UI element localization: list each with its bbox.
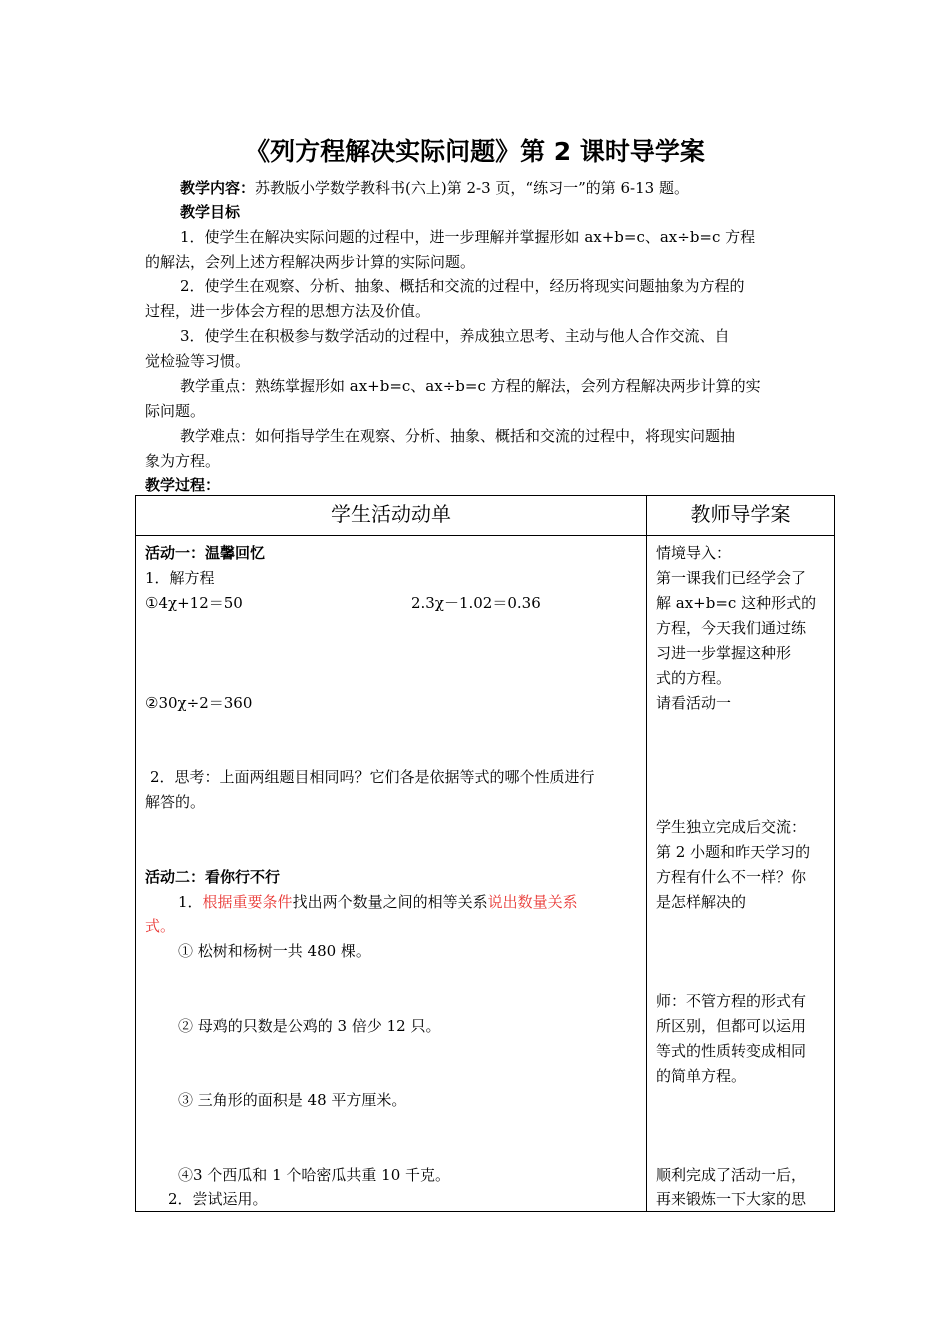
teacher-line: 等式的性质转变成相同 [656,1042,807,1060]
content-text: 苏教版小学数学教科书(六上)第 2-3 页，“练习一”的第 6-13 题。 [255,179,689,197]
teacher-line: 情境导入： [656,544,732,562]
activity-table [135,495,835,1212]
student-column-header: 学生活动动单 [136,496,647,536]
teacher-line: 是怎样解决的 [656,893,747,911]
highlight-relation: 说出数量关系 [487,893,578,911]
teacher-line: 习进一步掌握这种形 [656,644,792,662]
goal-2-line-1: 2．使学生在观察、分析、抽象、概括和交流的过程中，经历将现实问题抽象为方程的 [180,277,745,295]
teacher-line: 请看活动一 [656,694,732,712]
teacher-line: 第一课我们已经学会了 [656,569,807,587]
question-2: ② 母鸡的只数是公鸡的 3 倍少 12 只。 [178,1017,441,1035]
teacher-line: 方程有什么不一样？你 [656,868,807,886]
teacher-line: 方程，今天我们通过练 [656,619,807,637]
activity-2-item-1 [178,890,578,915]
activity-2-title: 活动二：看你行不行 [145,868,281,886]
highlight-key-condition: 根据重要条件 [202,893,293,911]
teacher-line: 式的方程。 [656,669,732,687]
goal-3-line-1: 3．使学生在积极参与数学活动的过程中，养成独立思考、主动与他人合作交流、自 [180,327,730,345]
think-line-2: 解答的。 [145,793,206,811]
activity-1-item-1: 1．解方程 [145,569,215,587]
content-line [180,176,689,201]
teacher-line: 所区别，但都可以运用 [656,1017,807,1035]
teacher-line: 师：不管方程的形式有 [656,992,807,1010]
content-label: 教学内容： [180,179,256,197]
equation-3: ②30χ÷2＝360 [145,694,253,712]
teacher-line: 的简单方程。 [656,1067,747,1085]
goal-1-line-2: 的解法，会列上述方程解决两步计算的实际问题。 [145,253,476,271]
teacher-line: 顺利完成了活动一后， [656,1166,807,1184]
question-4: ④3 个西瓜和 1 个哈密瓜共重 10 千克。 [178,1166,451,1184]
goal-2-line-2: 过程，进一步体会方程的思想方法及价值。 [145,302,431,320]
goals-heading: 教学目标 [180,203,241,221]
difficulty-line-2: 象为方程。 [145,452,221,470]
process-heading: 教学过程： [145,476,221,494]
highlight-relation-end: 式。 [145,917,176,935]
teacher-line: 解 ax+b=c 这种形式的 [656,594,817,612]
item-text: 找出两个数量之间的相等关系 [292,893,488,911]
teacher-line: 再来锻炼一下大家的思 [656,1190,807,1208]
teacher-column-header: 教师导学案 [647,496,835,536]
equation-2: 2.3χ－1.02＝0.36 [411,594,541,612]
question-3: ③ 三角形的面积是 48 平方厘米。 [178,1091,407,1109]
teacher-line: 学生独立完成后交流： [656,818,807,836]
difficulty-line-1: 教学难点：如何指导学生在观察、分析、抽象、概括和交流的过程中，将现实问题抽 [180,427,736,445]
page-title: 《列方程解决实际问题》第 2 课时导学案 [245,137,705,166]
key-point-line-2: 际问题。 [145,402,206,420]
activity-2-item-2: 2．尝试运用。 [168,1190,268,1208]
think-line-1: 2．思考：上面两组题目相同吗？它们各是依据等式的哪个性质进行 [150,768,595,786]
goal-1-line-1: 1．使学生在解决实际问题的过程中，进一步理解并掌握形如 ax+b=c、ax÷b=c 方程 [180,228,756,246]
teacher-line: 第 2 小题和昨天学习的 [656,843,811,861]
item-number: 1． [178,893,203,911]
activity-1-title: 活动一：温馨回忆 [145,544,266,562]
question-1: ① 松树和杨树一共 480 棵。 [178,942,371,960]
teacher-cell [647,536,835,1212]
goal-3-line-2: 觉检验等习惯。 [145,352,251,370]
student-cell [136,536,647,1212]
key-point-line-1: 教学重点：熟练掌握形如 ax+b=c、ax÷b=c 方程的解法，会列方程解决两步计算的实 [180,377,761,395]
equation-1: ①4χ+12＝50 [145,594,243,612]
